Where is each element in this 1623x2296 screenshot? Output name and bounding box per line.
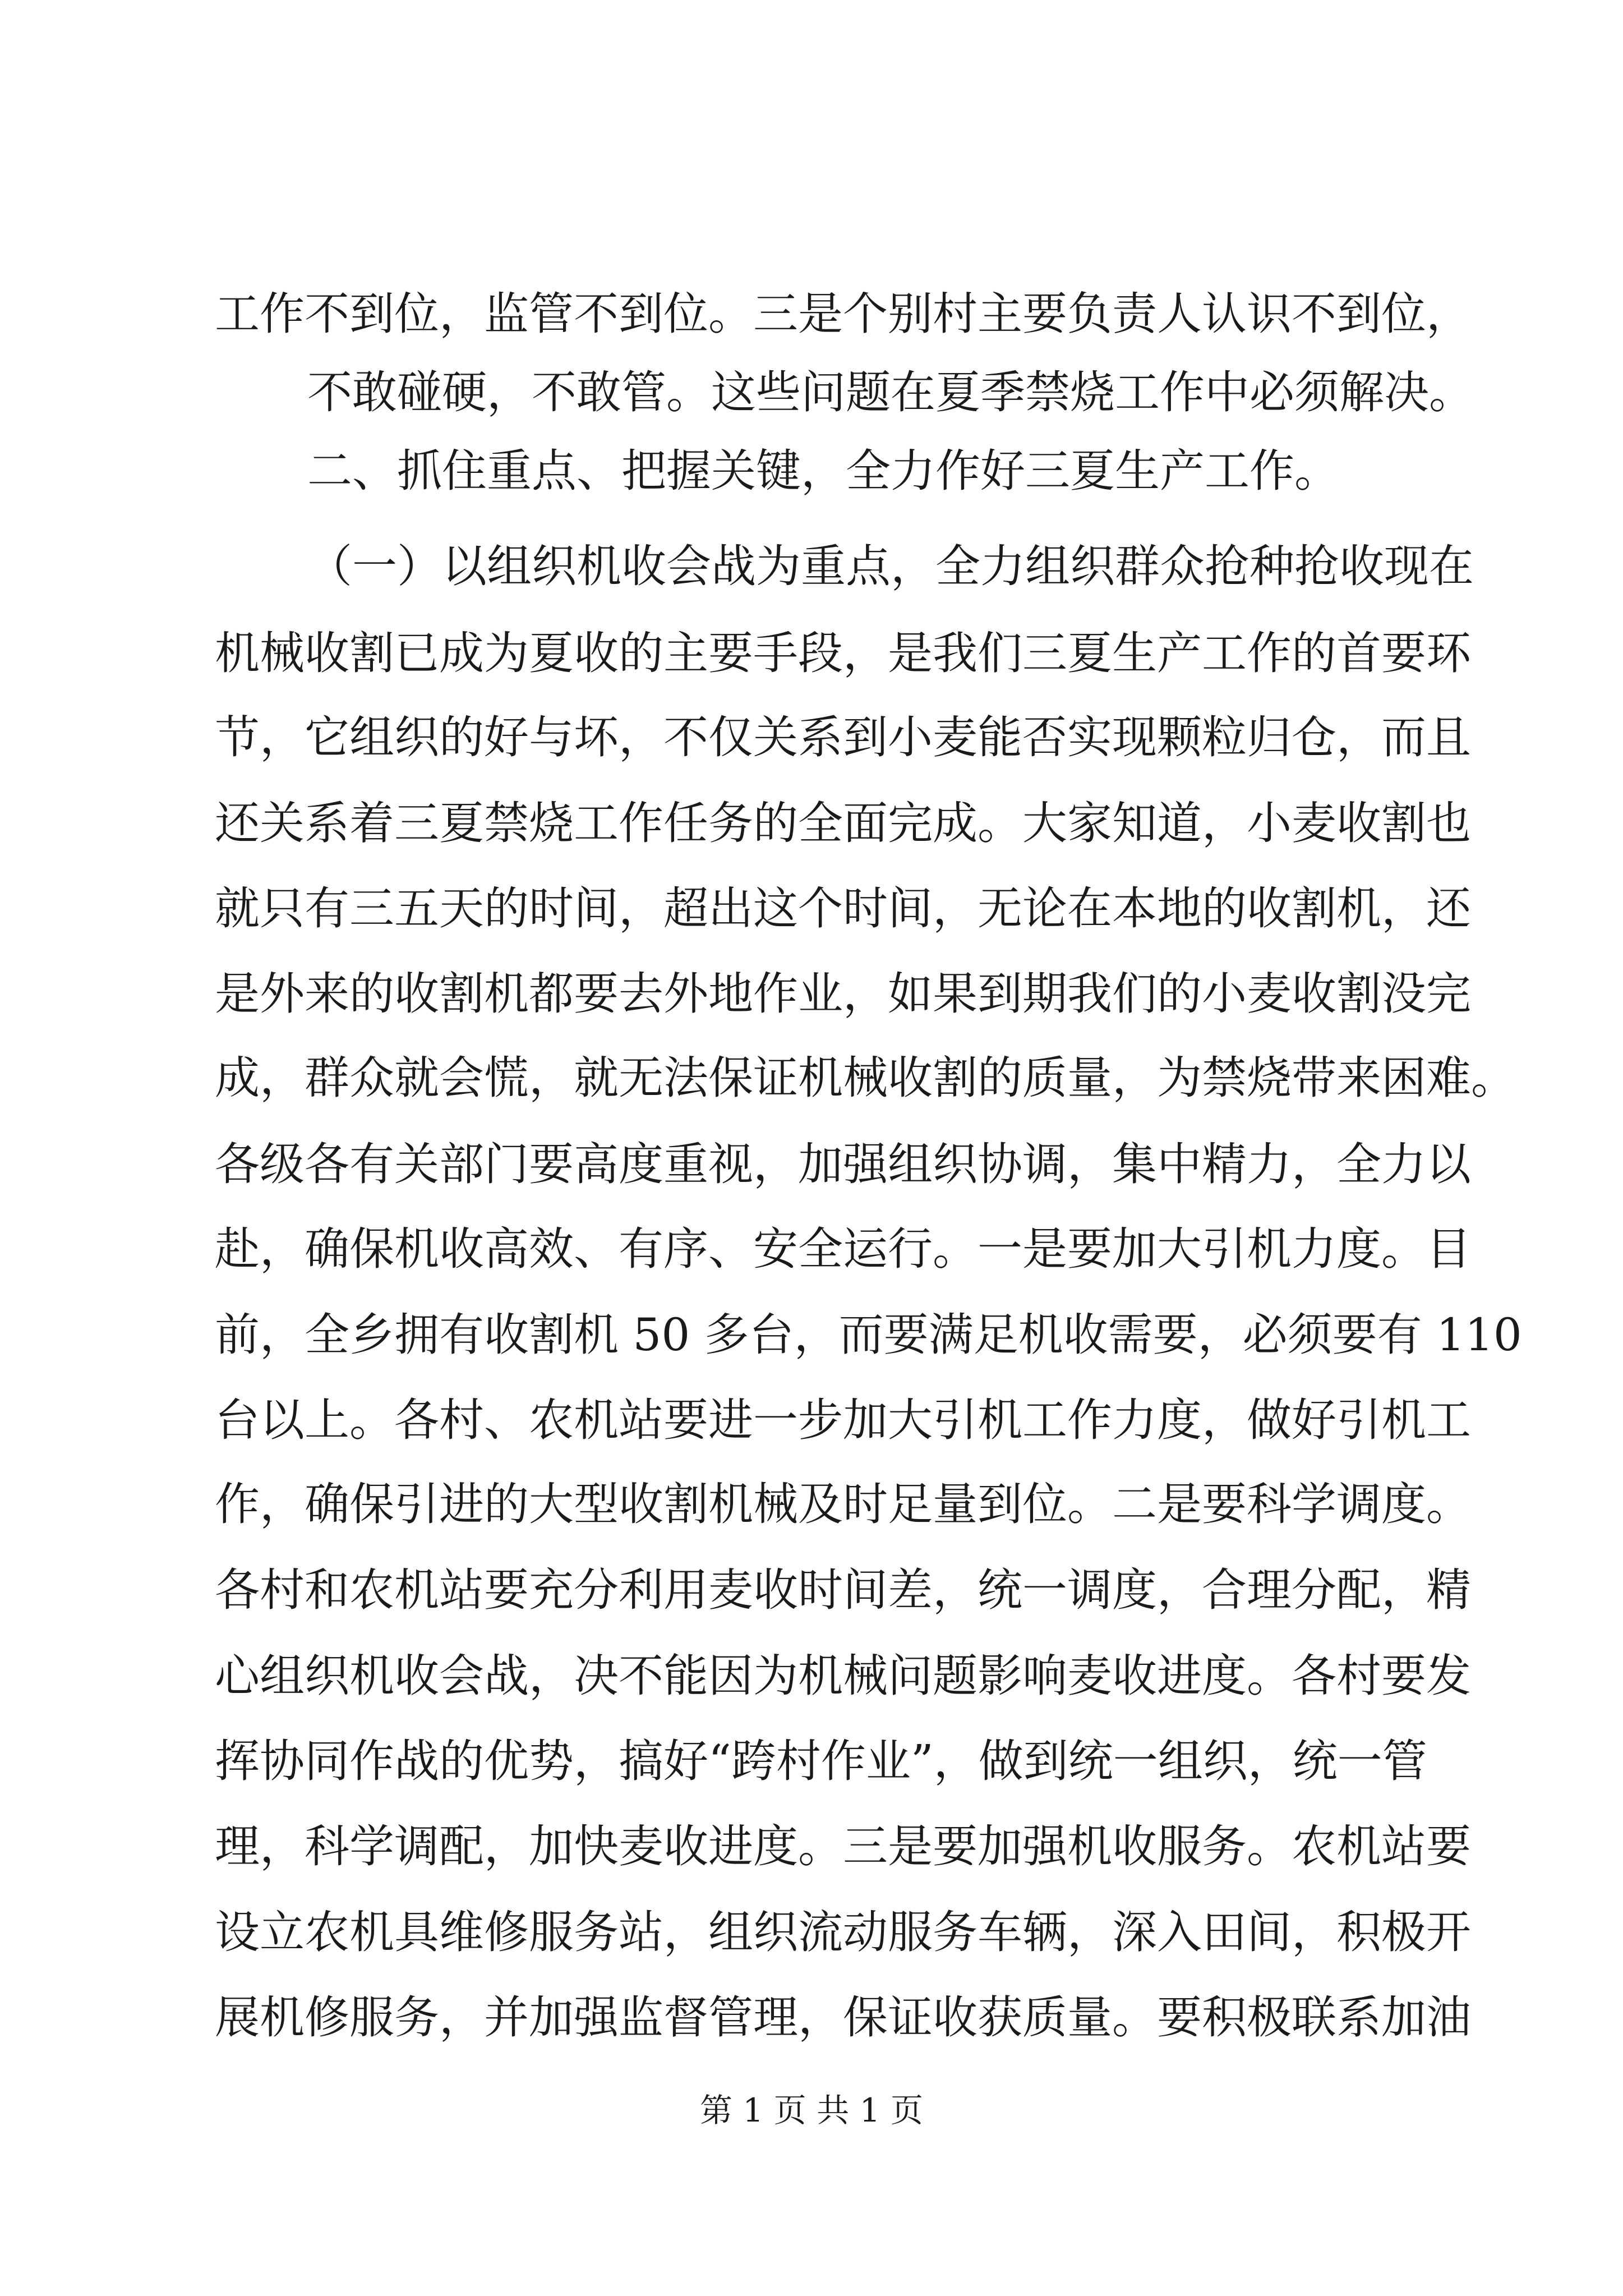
text-line: 节，它组织的好与坏，不仅关系到小麦能否实现颗粒归仓，而且	[215, 711, 1471, 763]
text-line: 展机修服务，并加强监督管理，保证收获质量。要积极联系加油	[215, 1991, 1471, 2044]
text-line: 不敢碰硬，不敢管。这些问题在夏季禁烧工作中必须解决。	[307, 366, 1474, 418]
text-line: 各级各有关部门要高度重视，加强组织协调，集中精力，全力以	[215, 1138, 1471, 1190]
subsection-heading: （一）以组织机收会战为重点，全力组织群众抢种抢收现在	[307, 540, 1474, 592]
text-line: 心组织机收会战，决不能因为机械问题影响麦收进度。各村要发	[215, 1650, 1471, 1702]
text-line: 赴，确保机收高效、有序、安全运行。一是要加大引机力度。目	[215, 1223, 1471, 1275]
page-footer: 第 1 页 共 1 页	[700, 2091, 923, 2129]
text-line: 是外来的收割机都要去外地作业，如果到期我们的小麦收割没完	[215, 968, 1471, 1020]
text-line: 机械收割已成为夏收的主要手段，是我们三夏生产工作的首要环	[215, 627, 1471, 679]
text-line: 各村和农机站要充分利用麦收时间差，统一调度，合理分配，精	[215, 1564, 1471, 1616]
text-line: 理，科学调配，加快麦收进度。三是要加强机收服务。农机站要	[215, 1820, 1471, 1872]
text-line: 作，确保引进的大型收割机械及时足量到位。二是要科学调度。	[215, 1478, 1471, 1530]
text-line: 台以上。各村、农机站要进一步加大引机工作力度，做好引机工	[215, 1394, 1471, 1446]
text-line: 还关系着三夏禁烧工作任务的全面完成。大家知道，小麦收割也	[215, 797, 1471, 849]
text-line: 工作不到位，监管不到位。三是个别村主要负责人认识不到位，	[215, 288, 1471, 340]
text-line: 前，全乡拥有收割机 50 多台，而要满足机收需要，必须要有 110	[215, 1309, 1522, 1361]
section-heading: 二、抓住重点、把握关键，全力作好三夏生产工作。	[307, 445, 1339, 497]
text-line: 挥协同作战的优势，搞好“跨村作业”，做到统一组织，统一管	[215, 1735, 1427, 1787]
text-line: 就只有三五天的时间，超出这个时间，无论在本地的收割机，还	[215, 882, 1471, 935]
text-line: 设立农机具维修服务站，组织流动服务车辆，深入田间，积极开	[215, 1906, 1471, 1958]
text-line: 成，群众就会慌，就无法保证机械收割的质量，为禁烧带来困难。	[215, 1052, 1516, 1104]
